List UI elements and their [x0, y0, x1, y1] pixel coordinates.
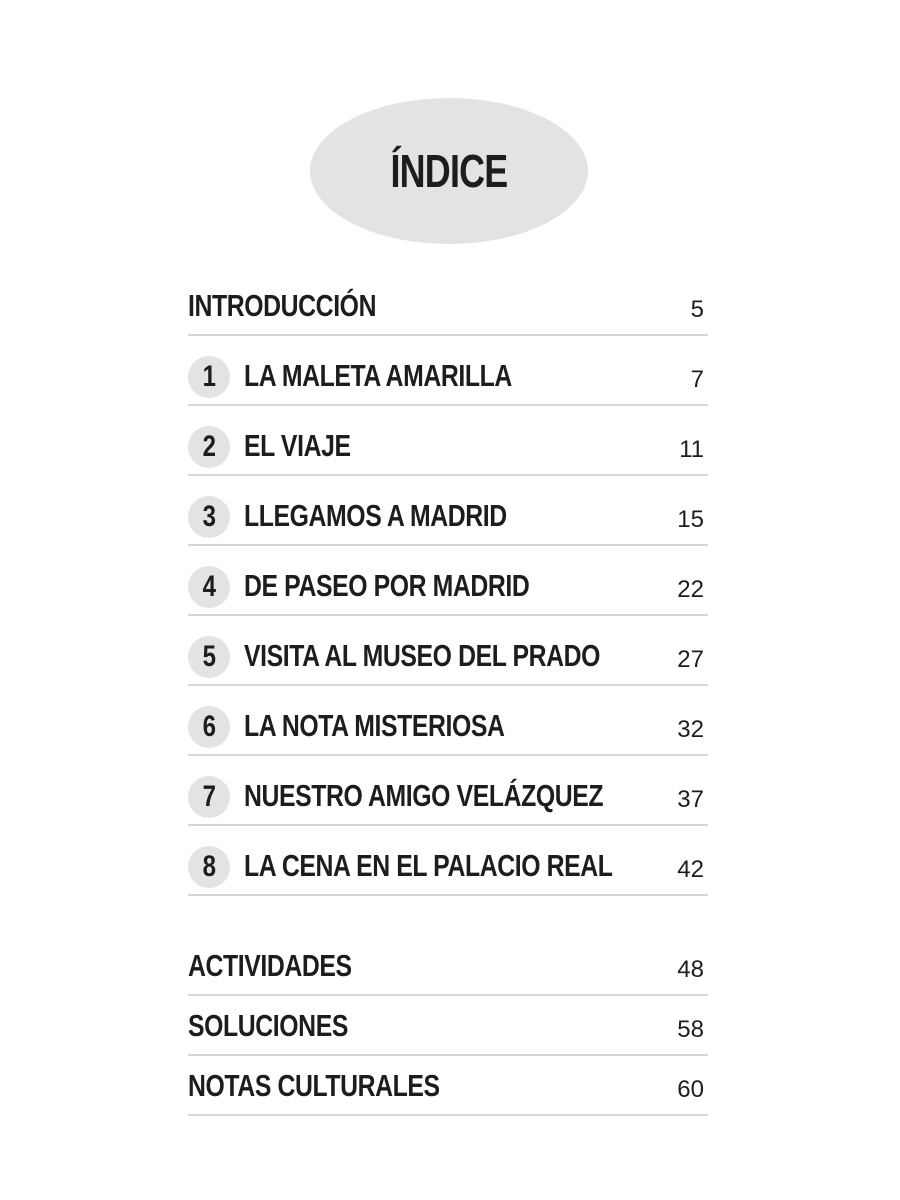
- toc-row-chapter-7[interactable]: [188, 756, 708, 826]
- toc-entry-label: ACTIVIDADES: [188, 948, 352, 983]
- chapter-number: 3: [202, 500, 216, 533]
- toc-row-chapter-3[interactable]: [188, 476, 708, 546]
- toc-row-solutions[interactable]: [188, 996, 708, 1056]
- toc-page-number: 37: [677, 786, 704, 813]
- toc-page-number: 11: [679, 436, 704, 463]
- toc-page-number: 42: [677, 856, 704, 883]
- toc-page-number: 7: [690, 366, 704, 393]
- chapter-number-badge: [188, 496, 230, 538]
- toc-entry-label: INTRODUCCIÓN: [188, 288, 377, 323]
- toc-page-number: 32: [677, 716, 704, 743]
- toc-row-chapter-6[interactable]: [188, 686, 708, 756]
- chapter-number-badge: [188, 846, 230, 888]
- toc-row-chapter-4[interactable]: [188, 546, 708, 616]
- toc-entry-label: LLEGAMOS A MADRID: [244, 498, 507, 533]
- toc-entry-label: NUESTRO AMIGO VELÁZQUEZ: [244, 778, 604, 813]
- toc-page-number: 5: [690, 296, 704, 323]
- toc-page-number: 58: [677, 1016, 704, 1043]
- page-title: ÍNDICE: [390, 145, 508, 197]
- toc-entry-label: DE PASEO POR MADRID: [244, 568, 530, 603]
- chapter-number: 5: [202, 640, 216, 673]
- chapter-number-badge: [188, 566, 230, 608]
- toc-page-number: 15: [677, 506, 704, 533]
- chapter-number: 1: [202, 360, 216, 393]
- toc-page-number: 22: [677, 576, 704, 603]
- toc-entry-label: SOLUCIONES: [188, 1008, 348, 1043]
- toc-entry-label: EL VIAJE: [244, 428, 351, 463]
- chapter-number: 4: [202, 570, 216, 603]
- chapter-number-badge: [188, 636, 230, 678]
- title-oval: [310, 98, 588, 244]
- toc-page-number: 48: [677, 956, 704, 983]
- toc-row-activities[interactable]: [188, 936, 708, 996]
- chapter-number-badge: [188, 356, 230, 398]
- chapter-number: 6: [202, 710, 216, 743]
- toc-row-chapter-2[interactable]: [188, 406, 708, 476]
- chapter-number-badge: [188, 706, 230, 748]
- toc-row-chapter-5[interactable]: [188, 616, 708, 686]
- toc-row-chapter-8[interactable]: [188, 826, 708, 896]
- toc-entry-label: LA NOTA MISTERIOSA: [244, 708, 505, 743]
- toc-row-chapter-1[interactable]: [188, 336, 708, 406]
- chapter-number: 7: [202, 780, 216, 813]
- toc-page-number: 27: [677, 646, 704, 673]
- toc-row-cultural-notes[interactable]: [188, 1056, 708, 1116]
- chapter-number: 2: [202, 430, 216, 463]
- toc-entry-label: LA CENA EN EL PALACIO REAL: [244, 848, 613, 883]
- chapter-number-badge: [188, 776, 230, 818]
- toc-row-intro[interactable]: [188, 266, 708, 336]
- toc-entry-label: LA MALETA AMARILLA: [244, 358, 512, 393]
- toc-entry-label: NOTAS CULTURALES: [188, 1068, 440, 1103]
- toc-entry-label: VISITA AL MUSEO DEL PRADO: [244, 638, 601, 673]
- chapter-number: 8: [202, 850, 216, 883]
- chapter-number-badge: [188, 426, 230, 468]
- toc-page-number: 60: [677, 1076, 704, 1103]
